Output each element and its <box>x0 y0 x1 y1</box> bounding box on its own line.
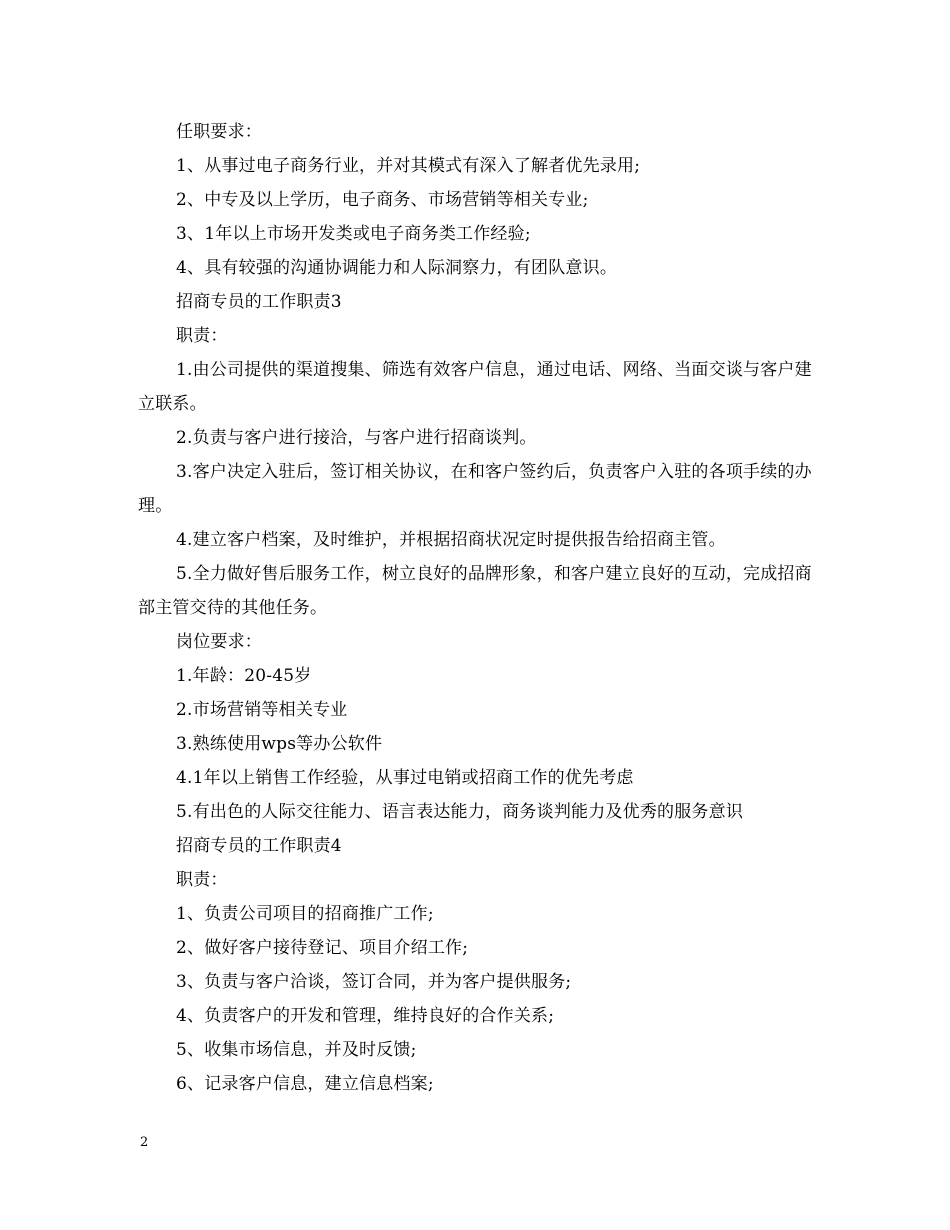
paragraph: 2、中专及以上学历，电子商务、市场营销等相关专业; <box>176 190 589 210</box>
paragraph: 任职要求： <box>176 122 262 142</box>
paragraph: 4、负责客户的开发和管理，维持良好的合作关系; <box>176 1006 555 1026</box>
paragraph: 1.由公司提供的渠道搜集、筛选有效客户信息，通过电话、网络、当面交谈与客户建立联系。 <box>138 360 812 414</box>
paragraph: 3.熟练使用wps等办公软件 <box>176 734 383 754</box>
paragraph: 4.建立客户档案，及时维护，并根据招商状况定时提供报告给招商主管。 <box>176 530 726 550</box>
paragraph: 2.负责与客户进行接洽，与客户进行招商谈判。 <box>176 428 537 448</box>
paragraph: 3、负责与客户洽谈，签订合同，并为客户提供服务; <box>176 972 572 992</box>
paragraph: 3.客户决定入驻后，签订相关协议，在和客户签约后，负责客户入驻的各项手续的办理。 <box>138 462 812 516</box>
paragraph: 3、1年以上市场开发类或电子商务类工作经验; <box>176 224 531 244</box>
section-heading: 招商专员的工作职责4 <box>176 836 342 856</box>
paragraph: 6、记录客户信息，建立信息档案; <box>176 1074 434 1094</box>
paragraph: 4、具有较强的沟通协调能力和人际洞察力，有团队意识。 <box>176 258 618 278</box>
paragraph: 1、负责公司项目的招商推广工作; <box>176 904 434 924</box>
paragraph: 2.市场营销等相关专业 <box>176 700 348 720</box>
paragraph: 2、做好客户接待登记、项目介绍工作; <box>176 938 469 958</box>
page-number: 2 <box>140 1135 149 1150</box>
paragraph: 5、收集市场信息，并及时反馈; <box>176 1040 417 1060</box>
paragraph: 5.全力做好售后服务工作，树立良好的品牌形象，和客户建立良好的互动，完成招商部主管交待的其他任务。 <box>138 564 812 618</box>
paragraph: 职责： <box>176 870 228 890</box>
section-heading: 招商专员的工作职责3 <box>176 292 342 312</box>
paragraph: 岗位要求： <box>176 632 262 652</box>
paragraph: 5.有出色的人际交往能力、语言表达能力，商务谈判能力及优秀的服务意识 <box>176 802 744 822</box>
document-body <box>138 115 814 1101</box>
paragraph: 4.1年以上销售工作经验，从事过电销或招商工作的优先考虑 <box>176 768 634 788</box>
paragraph: 职责： <box>176 326 228 346</box>
paragraph: 1.年龄：20-45岁 <box>176 666 312 686</box>
paragraph: 1、从事过电子商务行业，并对其模式有深入了解者优先录用; <box>176 156 641 176</box>
